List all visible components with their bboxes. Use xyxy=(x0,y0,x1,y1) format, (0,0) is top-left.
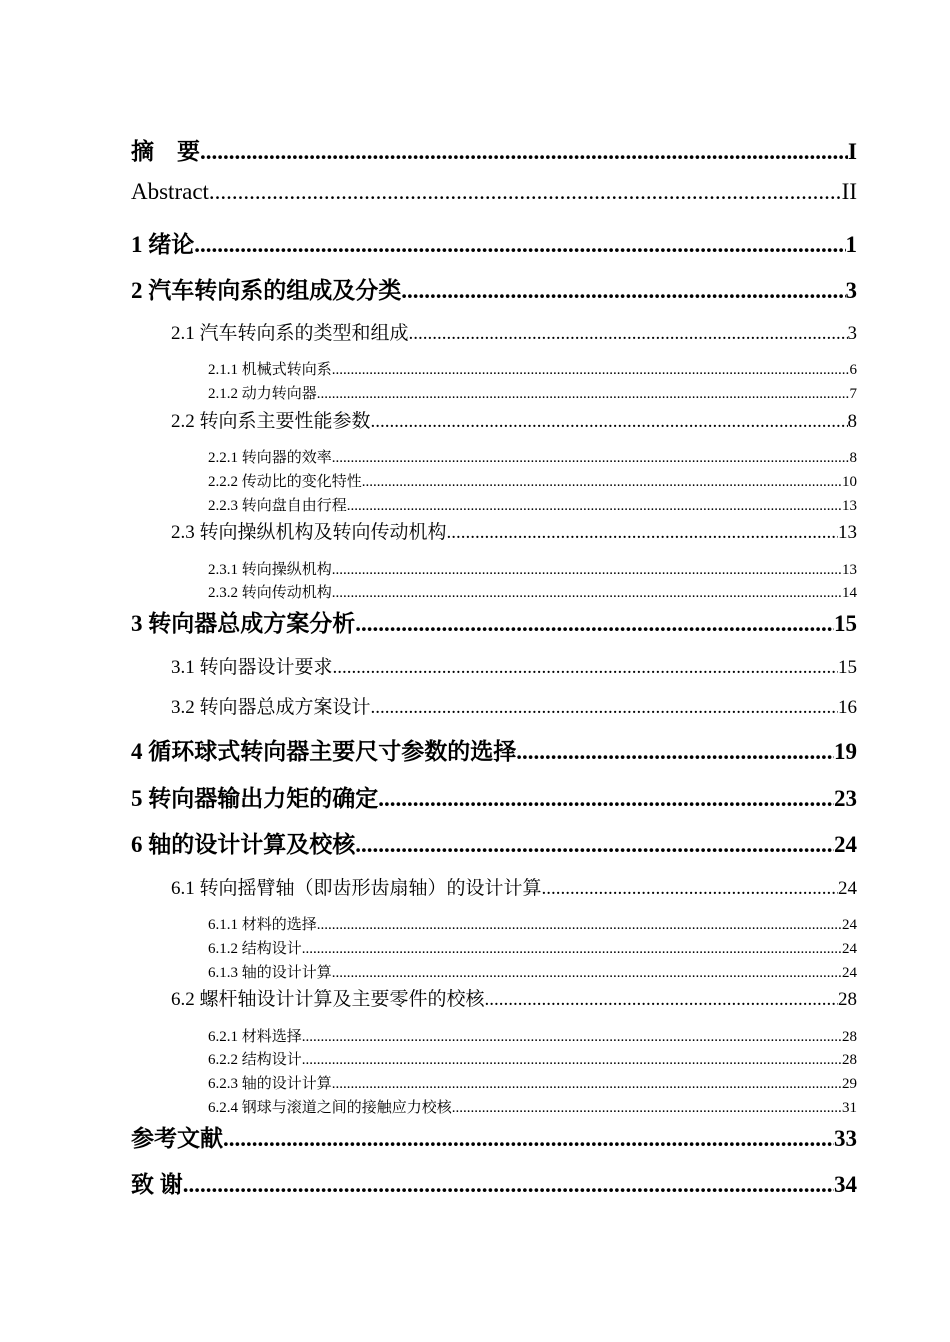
dot-leader xyxy=(333,657,838,679)
dot-leader xyxy=(371,697,838,719)
toc-entry-title: 2.3 转向操纵机构及转向传动机构 xyxy=(171,522,447,543)
dot-leader xyxy=(452,1100,842,1117)
dot-leader xyxy=(302,1052,842,1069)
dot-leader xyxy=(347,498,842,515)
dot-leader xyxy=(542,878,838,900)
toc-entry-title: 6.2 螺杆轴设计计算及主要零件的校核 xyxy=(171,989,485,1010)
toc-entry-page: 28 xyxy=(842,1052,857,1068)
toc-entry-s2-1-2[interactable] xyxy=(208,382,857,403)
toc-entry-ch5[interactable] xyxy=(131,780,857,813)
toc-entry-title: 2.2.2 传动比的变化特性 xyxy=(208,474,362,490)
dot-leader xyxy=(362,474,842,491)
dot-leader xyxy=(332,585,842,602)
dot-leader xyxy=(378,786,834,812)
dot-leader xyxy=(302,941,842,958)
toc-entry-ch4[interactable] xyxy=(131,733,857,766)
toc-entry-title: 2.3.2 转向传动机构 xyxy=(208,585,332,601)
toc-entry-s6-1[interactable] xyxy=(171,873,857,900)
toc-entry-s2-2-1[interactable] xyxy=(208,446,857,467)
toc-entry-s6-2-4[interactable] xyxy=(208,1096,857,1117)
toc-entry-ch3[interactable] xyxy=(131,605,857,638)
toc-entry-s3-1[interactable] xyxy=(171,652,857,679)
toc-entry-page: 16 xyxy=(838,697,857,718)
toc-entry-page: 10 xyxy=(842,474,857,490)
toc-entry-ch1[interactable] xyxy=(131,226,857,259)
toc-entry-s2-3[interactable] xyxy=(171,517,857,544)
toc-entry-page: 24 xyxy=(842,941,857,957)
dot-leader xyxy=(371,411,848,433)
toc-entry-s6-1-1[interactable] xyxy=(208,913,857,934)
toc-entry-page: 24 xyxy=(838,878,857,899)
toc-entry-s2-3-1[interactable] xyxy=(208,558,857,579)
toc-entry-page: 3 xyxy=(847,323,857,344)
toc-entry-page: I xyxy=(848,139,857,164)
dot-leader xyxy=(209,179,842,205)
toc-entry-title: 参考文献 xyxy=(131,1126,223,1151)
toc-entry-page: 19 xyxy=(834,739,857,764)
toc-entry-title: 6.1.3 轴的设计计算 xyxy=(208,965,332,981)
toc-entry-title: 2.1 汽车转向系的类型和组成 xyxy=(171,323,409,344)
toc-entry-page: 7 xyxy=(849,386,857,402)
toc-entry-ch6[interactable] xyxy=(131,826,857,859)
toc-entry-title: 2 汽车转向系的组成及分类 xyxy=(131,278,402,303)
dot-leader xyxy=(332,562,842,579)
dot-leader xyxy=(355,832,834,858)
toc-entry-s2-2-3[interactable] xyxy=(208,494,857,515)
toc-entry-title: 6.2.3 轴的设计计算 xyxy=(208,1076,332,1092)
toc-entry-page: 15 xyxy=(838,657,857,678)
toc-entry-references[interactable] xyxy=(131,1120,857,1153)
toc-entry-ch2[interactable] xyxy=(131,272,857,305)
toc-entry-page: 1 xyxy=(845,232,857,257)
toc-entry-title: 3.1 转向器设计要求 xyxy=(171,657,333,678)
toc-entry-s2-1-1[interactable] xyxy=(208,358,857,379)
dot-leader xyxy=(401,278,845,304)
toc-entry-page: 28 xyxy=(838,989,857,1010)
toc-entry-s2-2[interactable] xyxy=(171,406,857,433)
toc-entry-page: II xyxy=(841,179,857,204)
toc-entry-page: 8 xyxy=(847,411,857,432)
toc-entry-s6-1-3[interactable] xyxy=(208,961,857,982)
toc-entry-s3-2[interactable] xyxy=(171,692,857,719)
toc-entry-page: 24 xyxy=(834,832,857,857)
toc-entry-thanks[interactable] xyxy=(131,1166,857,1199)
dot-leader xyxy=(516,739,834,765)
toc-entry-title: Abstract xyxy=(131,179,209,204)
toc-entry-s6-2-3[interactable] xyxy=(208,1072,857,1093)
toc-entry-title: 2.2.3 转向盘自由行程 xyxy=(208,498,347,514)
toc-entry-title: 6 轴的设计计算及校核 xyxy=(131,832,356,857)
dot-leader xyxy=(223,1126,834,1152)
toc-entry-page: 24 xyxy=(842,917,857,933)
toc-entry-page: 14 xyxy=(842,585,857,601)
toc-entry-title: 6.1.2 结构设计 xyxy=(208,941,302,957)
dot-leader xyxy=(447,522,838,544)
dot-leader xyxy=(332,362,850,379)
toc-entry-title: 2.3.1 转向操纵机构 xyxy=(208,562,332,578)
toc-entry-page: 13 xyxy=(842,498,857,514)
toc-entry-s2-1[interactable] xyxy=(171,318,857,345)
toc-entry-title: 6.2.2 结构设计 xyxy=(208,1052,302,1068)
toc-entry-page: 28 xyxy=(842,1029,857,1045)
toc-entry-s6-2-2[interactable] xyxy=(208,1048,857,1069)
toc-entry-title: 6.2.4 钢球与滚道之间的接触应力校核 xyxy=(208,1100,452,1116)
toc-entry-s2-2-2[interactable] xyxy=(208,470,857,491)
dot-leader xyxy=(332,965,842,982)
dot-leader xyxy=(200,139,848,165)
toc-entry-title: 2.2.1 转向器的效率 xyxy=(208,450,332,466)
toc-entry-s6-1-2[interactable] xyxy=(208,937,857,958)
toc-entry-abstract-en[interactable] xyxy=(131,179,857,205)
toc-entry-title: 6.2.1 材料选择 xyxy=(208,1029,302,1045)
dot-leader xyxy=(332,1076,842,1093)
toc-entry-title: 3 转向器总成方案分析 xyxy=(131,611,356,636)
dot-leader xyxy=(355,611,834,637)
toc-entry-s6-2[interactable] xyxy=(171,984,857,1011)
toc-entry-page: 33 xyxy=(834,1126,857,1151)
dot-leader xyxy=(302,1029,842,1046)
toc-entry-page: 13 xyxy=(842,562,857,578)
toc-entry-title: 5 转向器输出力矩的确定 xyxy=(131,786,379,811)
toc-entry-page: 8 xyxy=(849,450,857,466)
dot-leader xyxy=(183,1172,834,1198)
toc-entry-title: 致 谢 xyxy=(131,1172,183,1197)
toc-entry-page: 13 xyxy=(838,522,857,543)
dot-leader xyxy=(485,989,838,1011)
toc-entry-title: 6.1 转向摇臂轴（即齿形齿扇轴）的设计计算 xyxy=(171,878,542,899)
toc-entry-title: 4 循环球式转向器主要尺寸参数的选择 xyxy=(131,739,517,764)
toc-entry-title: 2.1.2 动力转向器 xyxy=(208,386,317,402)
toc-entry-title: 6.1.1 材料的选择 xyxy=(208,917,317,933)
toc-entry-s2-3-2[interactable] xyxy=(208,581,857,602)
toc-entry-title: 3.2 转向器总成方案设计 xyxy=(171,697,371,718)
toc-entry-page: 15 xyxy=(834,611,857,636)
toc-entry-page: 3 xyxy=(845,278,857,303)
toc-entry-s6-2-1[interactable] xyxy=(208,1025,857,1046)
toc-entry-page: 6 xyxy=(849,362,857,378)
toc-entry-title: 2.1.1 机械式转向系 xyxy=(208,362,332,378)
toc-entry-abstract-cn[interactable] xyxy=(131,133,857,166)
dot-leader xyxy=(409,323,848,345)
dot-leader xyxy=(317,917,842,934)
toc-entry-page: 23 xyxy=(834,786,857,811)
toc-entry-title: 摘 要 xyxy=(131,139,200,164)
toc-entry-page: 34 xyxy=(834,1172,857,1197)
dot-leader xyxy=(317,386,850,403)
toc-entry-page: 31 xyxy=(842,1100,857,1116)
toc-entry-page: 29 xyxy=(842,1076,857,1092)
toc-entry-page: 24 xyxy=(842,965,857,981)
toc-entry-title: 2.2 转向系主要性能参数 xyxy=(171,411,371,432)
dot-leader xyxy=(194,232,845,258)
toc-entry-title: 1 绪论 xyxy=(131,232,195,257)
dot-leader xyxy=(332,450,850,467)
